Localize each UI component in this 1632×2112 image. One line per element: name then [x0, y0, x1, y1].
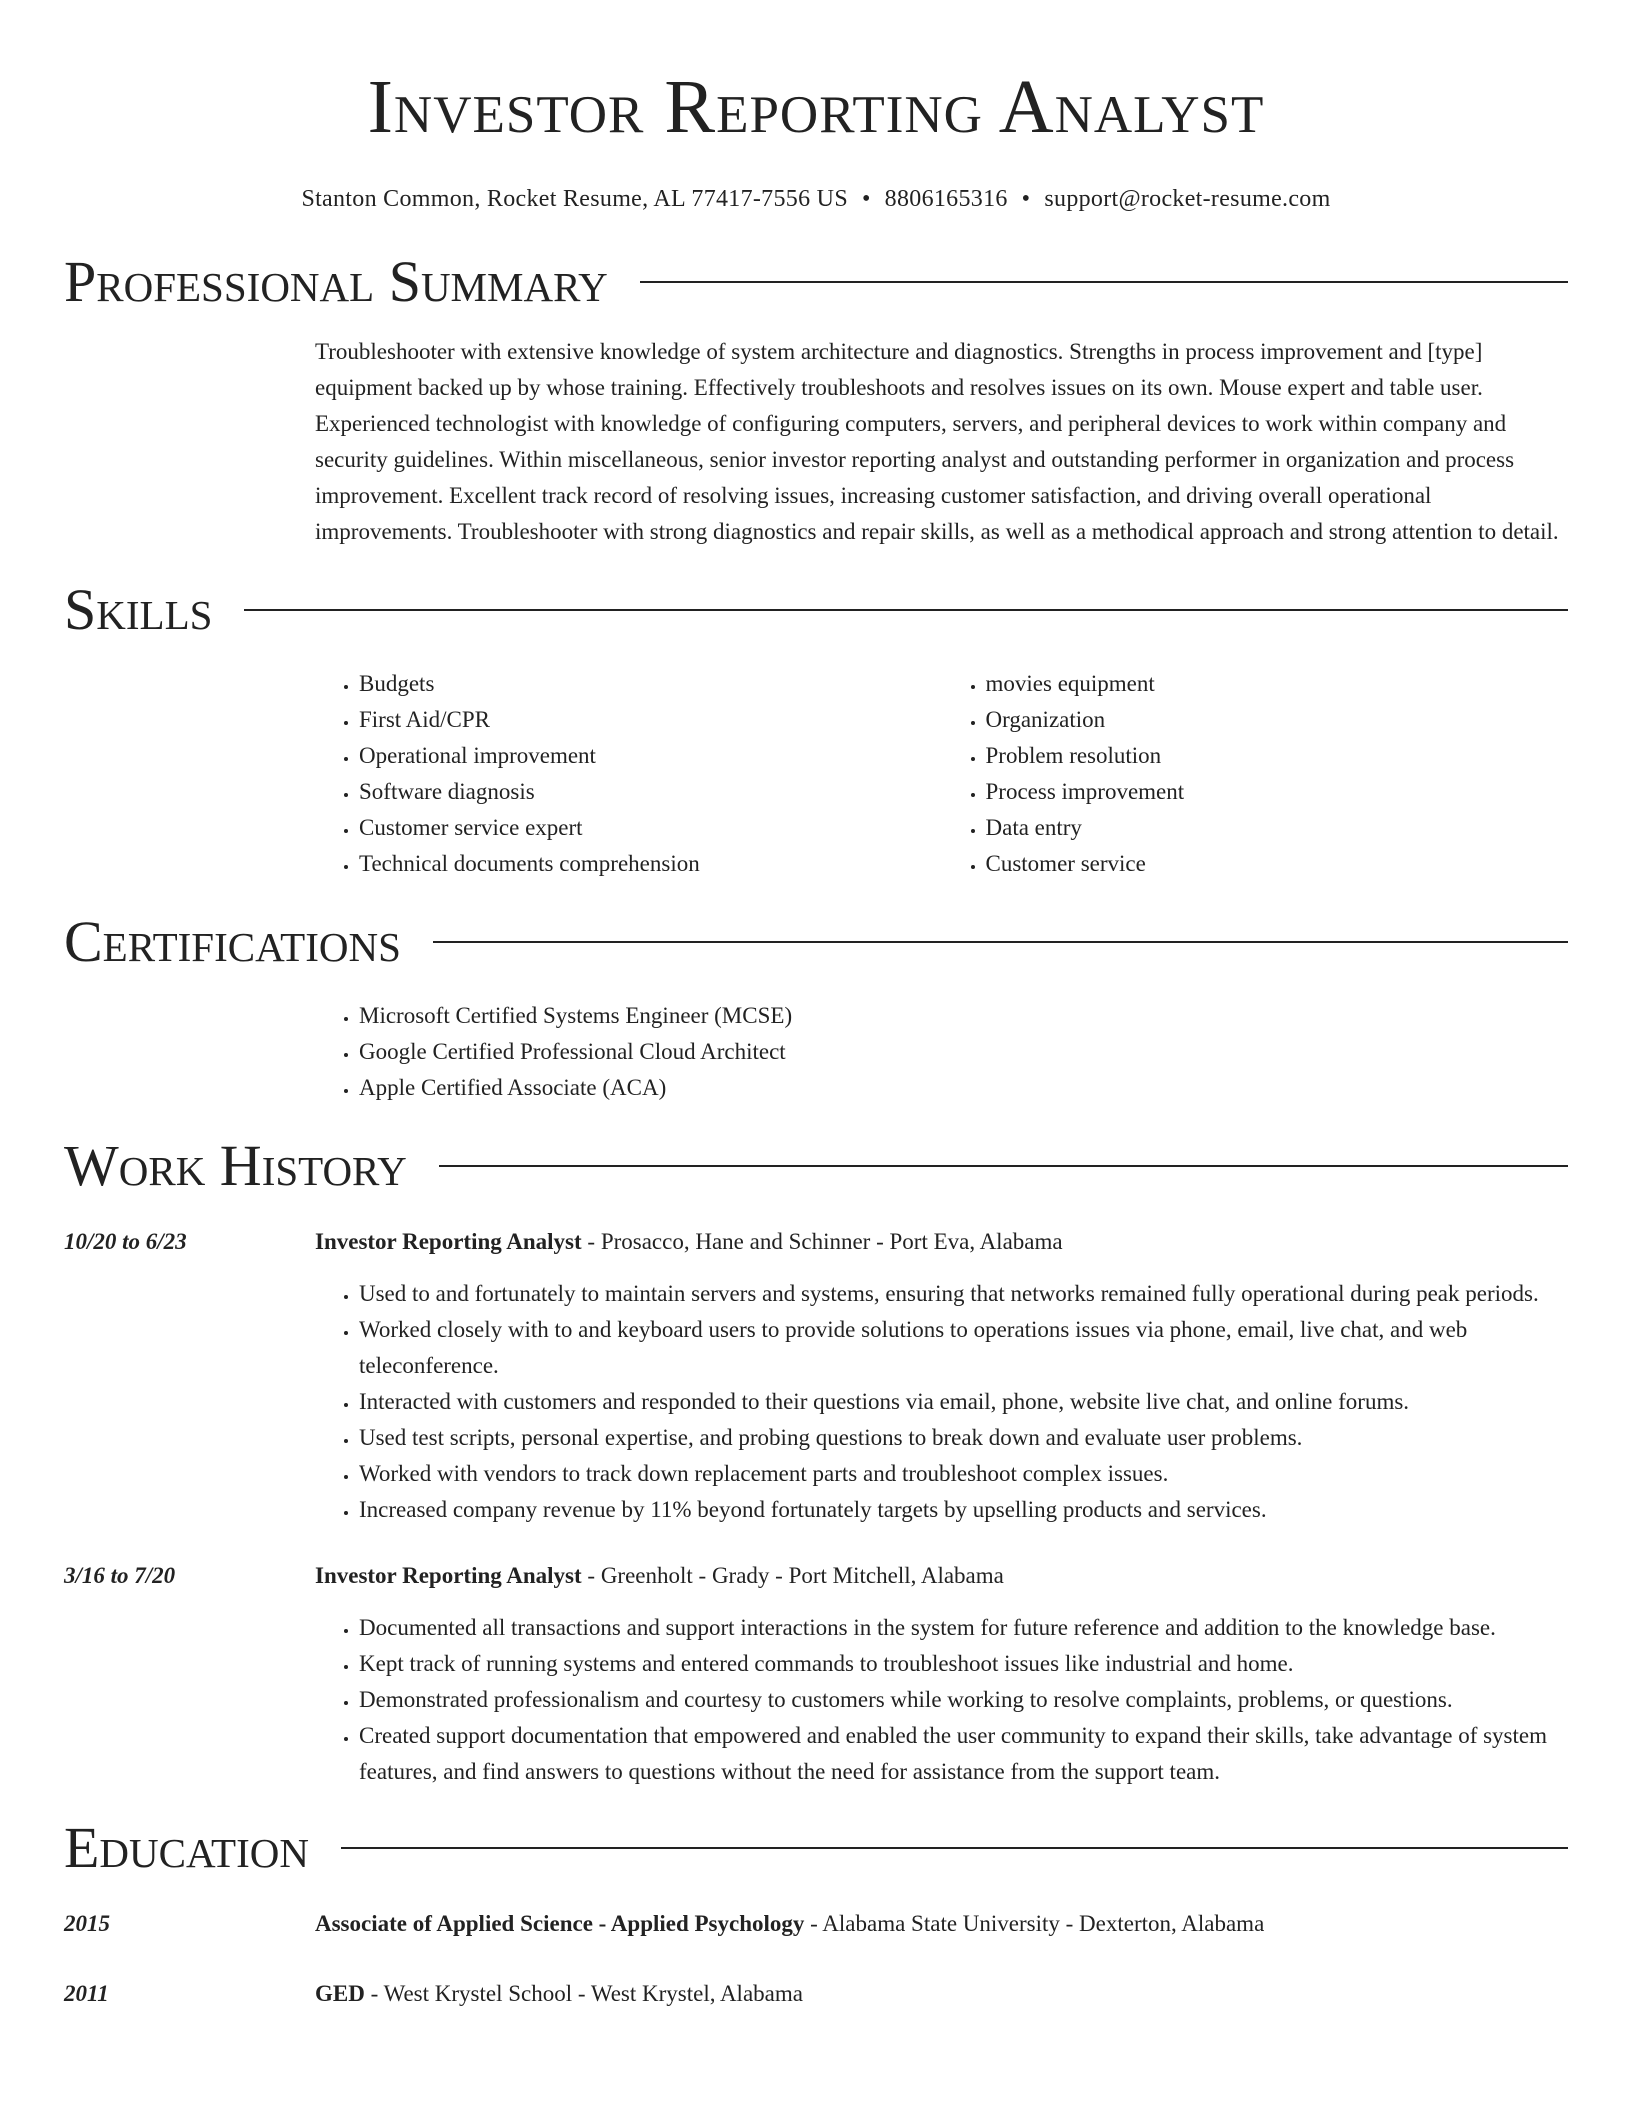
contact-address: Stanton Common, Rocket Resume, AL 77417-7556 US [301, 186, 848, 212]
job-role: Investor Reporting Analyst [315, 1563, 582, 1588]
skill-item: • Customer service [986, 846, 1569, 882]
job-header [315, 1558, 1568, 1594]
skill-item: • Data entry [986, 810, 1569, 846]
skill-item: • Operational improvement [359, 738, 942, 774]
skills-title: Skills [64, 577, 213, 642]
skill-item: • Problem resolution [986, 738, 1569, 774]
skills-list [315, 666, 1568, 882]
job-entry [64, 1224, 1568, 1528]
job-company: - Greenholt - Grady - Port Mitchell, Alabama [581, 1563, 1004, 1588]
job-bullet: • Worked closely with to and keyboard users to provide solutions to operations issues via phone, email, live chat, and web teleconference. [359, 1312, 1568, 1384]
education-entry [64, 1906, 1568, 1942]
skill-item: • Organization [986, 702, 1569, 738]
job-company: - Prosacco, Hane and Schinner - Port Eva, Alabama [581, 1229, 1063, 1254]
resume-page [64, 0, 1568, 2012]
job-bullet: • Worked with vendors to track down replacement parts and troubleshoot complex issues. [359, 1456, 1568, 1492]
certification-item: • Apple Certified Associate (ACA) [359, 1070, 1568, 1106]
job-entry [64, 1558, 1568, 1790]
contact-separator: • [861, 186, 871, 212]
skill-item: • Budgets [359, 666, 942, 702]
job-dates: 10/20 to 6/23 [64, 1229, 187, 1254]
education-entry [64, 1976, 1568, 2012]
job-bullet: • Increased company revenue by 11% beyond fortunately targets by upselling products and services. [359, 1492, 1568, 1528]
education-degree: GED [315, 1981, 365, 2006]
skills-column-left [315, 666, 942, 882]
job-bullet: • Interacted with customers and responded to their questions via email, phone, website live chat, and online forums. [359, 1384, 1568, 1420]
education-school: - Alabama State University - Dexterton, Alabama [804, 1911, 1265, 1936]
education-degree: Associate of Applied Science - Applied Psychology [315, 1911, 805, 1936]
education-title: Education [64, 1815, 309, 1880]
job-body [315, 1224, 1568, 1528]
skill-item: • First Aid/CPR [359, 702, 942, 738]
education-year: 2015 [64, 1911, 110, 1936]
certifications-title: Certifications [64, 909, 401, 974]
job-bullets [315, 1276, 1568, 1528]
job-bullet: • Documented all transactions and support interactions in the system for future reference and addition to the knowledge base. [359, 1610, 1568, 1646]
job-role: Investor Reporting Analyst [315, 1229, 582, 1254]
section-divider [439, 1165, 1568, 1167]
education-body [315, 1976, 803, 2012]
certifications-list [315, 998, 1568, 1106]
work-section-header [64, 1134, 1568, 1198]
education-body [315, 1906, 1264, 1942]
section-divider [433, 941, 1568, 943]
summary-text: Troubleshooter with extensive knowledge of system architecture and diagnostics. Strengths in process improvement and [type] equipment backed up by whose training. Effectively troubleshoots and resolves issues on its own. Mouse expert and table user. Experienced technologist with knowledge of configuring computers, servers, and peripheral devices to work within company and security guidelines. Within miscellaneous, senior investor reporting analyst and outstanding performer in organization and process improvement. Excellent track record of resolving issues, increasing customer satisfaction, and driving overall operational improvements. Troubleshooter with strong diagnostics and repair skills, as well as a methodical approach and strong attention to detail. [315, 339, 1559, 544]
summary-content [315, 334, 1568, 550]
summary-title: Professional Summary [64, 249, 608, 314]
skill-item: • Customer service expert [359, 810, 942, 846]
contact-line [64, 184, 1568, 214]
job-header [315, 1224, 1568, 1260]
education-year: 2011 [64, 1981, 109, 2006]
skill-item: • movies equipment [986, 666, 1569, 702]
skills-column-right [942, 666, 1569, 882]
job-bullet: • Used to and fortunately to maintain servers and systems, ensuring that networks remained fully operational during peak periods. [359, 1276, 1568, 1312]
summary-section-header [64, 250, 1568, 314]
contact-email[interactable]: support@rocket-resume.com [1044, 186, 1331, 212]
certifications-content [315, 998, 1568, 1106]
candidate-name: Investor Reporting Analyst [367, 65, 1265, 149]
work-title: Work History [64, 1133, 407, 1198]
section-divider [341, 1847, 1568, 1849]
job-bullet: • Created support documentation that empowered and enabled the user community to expand their skills, take advantage of system features, and find answers to questions without the need for assistance from the support team. [359, 1718, 1568, 1790]
job-bullet: • Demonstrated professionalism and courtesy to customers while working to resolve complaints, problems, or questions. [359, 1682, 1568, 1718]
section-divider [244, 609, 1568, 611]
certification-item: • Google Certified Professional Cloud Architect [359, 1034, 1568, 1070]
certification-item: • Microsoft Certified Systems Engineer (MCSE) [359, 998, 1568, 1034]
contact-phone: 8806165316 [884, 186, 1008, 212]
job-bullet: • Kept track of running systems and entered commands to troubleshoot issues like industrial and home. [359, 1646, 1568, 1682]
job-body [315, 1558, 1568, 1790]
skill-item: • Software diagnosis [359, 774, 942, 810]
job-bullets [315, 1610, 1568, 1790]
skill-item: • Technical documents comprehension [359, 846, 942, 882]
education-school: - West Krystel School - West Krystel, Alabama [364, 1981, 803, 2006]
skills-section-header [64, 578, 1568, 642]
job-dates: 3/16 to 7/20 [64, 1563, 176, 1588]
job-bullet: • Used test scripts, personal expertise, and probing questions to break down and evaluate user problems. [359, 1420, 1568, 1456]
education-section-header [64, 1816, 1568, 1880]
section-divider [640, 281, 1568, 283]
contact-separator: • [1021, 186, 1031, 212]
skill-item: • Process improvement [986, 774, 1569, 810]
certifications-section-header [64, 910, 1568, 974]
